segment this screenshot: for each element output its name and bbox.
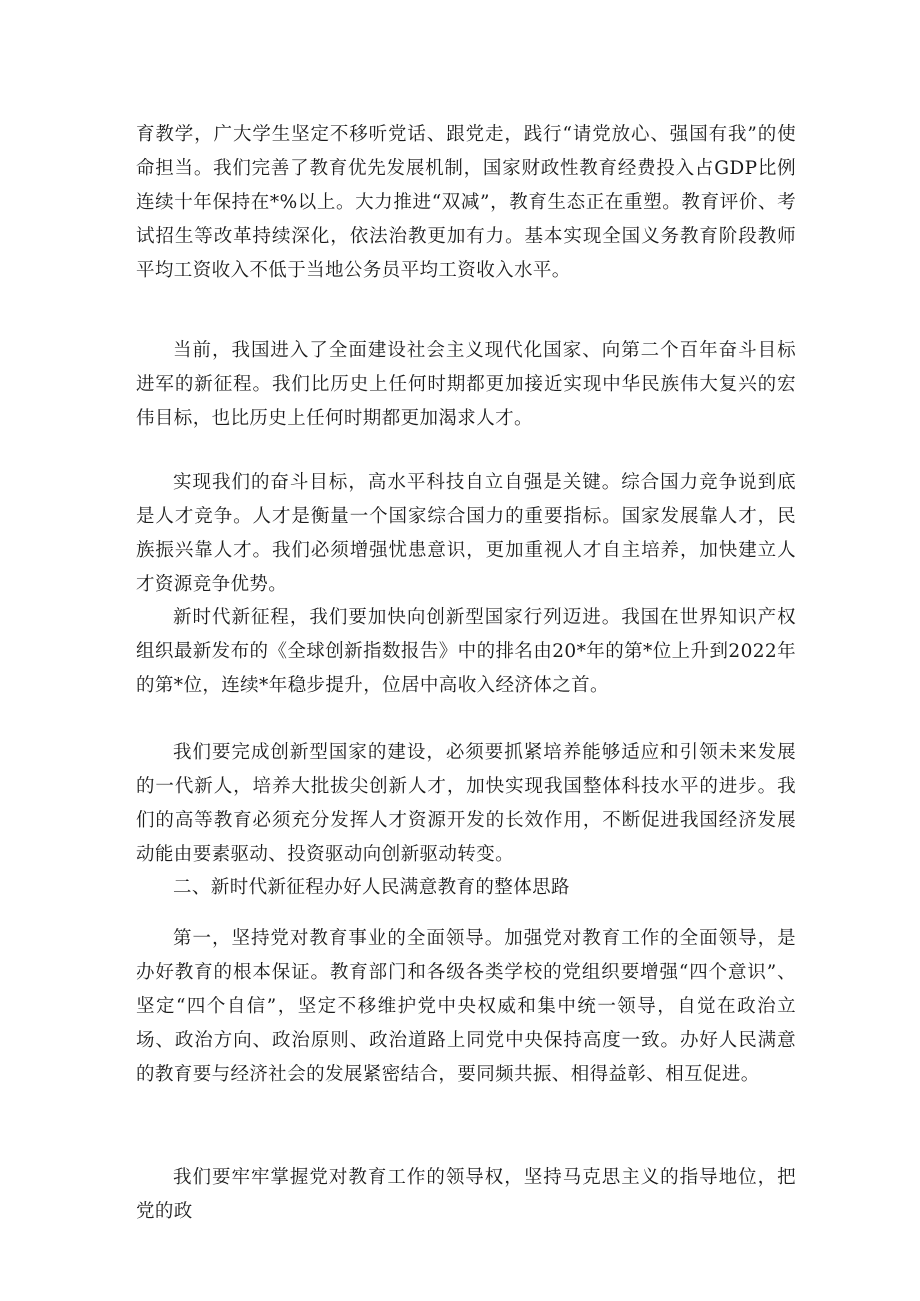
paragraph-leadership-power: 我们要牢牢掌握党对教育工作的领导权，坚持马克思主义的指导地位，把党的政 — [136, 1167, 796, 1222]
paragraph-party-leadership: 第一，坚持党对教育事业的全面领导。加强党对教育工作的全面领导，是办好教育的根本保证。教育部门和各级各类学校的党组织要增强“四个意识”、坚定“四个自信”，坚定不移维护党中央权威和集中统一领导，自觉在政治立场、政治方向、政治原则、政治道路上同党中央保持高度一致。办好人民满意的教育要与经济社会的发展紧密结合，要同频共振、相得益彰、相互促进。 — [136, 928, 796, 1085]
paragraph-innovative-nation: 我们要完成创新型国家的建设，必须要抓紧培养能够适应和引领未来发展的一代新人，培养大批拔尖创新人才，加快实现我国整体科技水平的进步。我们的高等教育必须充分发挥人才资源开发的长效作用，不断促进我国经济发展动能由要素驱动、投资驱动向创新驱动转变。 — [136, 742, 796, 865]
paragraph-new-journey: 当前，我国进入了全面建设社会主义现代化国家、向第二个百年奋斗目标进军的新征程。我们比历史上任何时期都更加接近实现中华民族伟大复兴的宏伟目标，也比历史上任何时期都更加渴求人才。 — [136, 340, 796, 429]
section-heading: 二、新时代新征程办好人民满意教育的整体思路 — [173, 877, 570, 898]
paragraph-innovation-index: 新时代新征程，我们要加快向创新型国家行列迈进。我国在世界知识产权组织最新发布的《全球创新指数报告》中的排名由20*年的第*位上升到2022年的第*位，连续*年稳步提升，位居中高收入经济体之首。 — [136, 607, 796, 696]
paragraph-continuation: 育教学，广大学生坚定不移听党话、跟党走，践行“请党放心、强国有我”的使命担当。我们完善了教育优先发展机制，国家财政性教育经费投入占GDP比例连续十年保持在*%以上。大力推进“双减”，教育生态正在重塑。教育评价、考试招生等改革持续深化，依法治教更加有力。基本实现全国义务教育阶段教师平均工资收入不低于当地公务员平均工资收入水平。 — [136, 124, 796, 281]
paragraph-talent-competition: 实现我们的奋斗目标，高水平科技自立自强是关键。综合国力竞争说到底是人才竞争。人才是衡量一个国家综合国力的重要指标。国家发展靠人才，民族振兴靠人才。我们必须增强忧患意识，更加重视人才自主培养，加快建立人才资源竞争优势。 — [136, 472, 796, 595]
